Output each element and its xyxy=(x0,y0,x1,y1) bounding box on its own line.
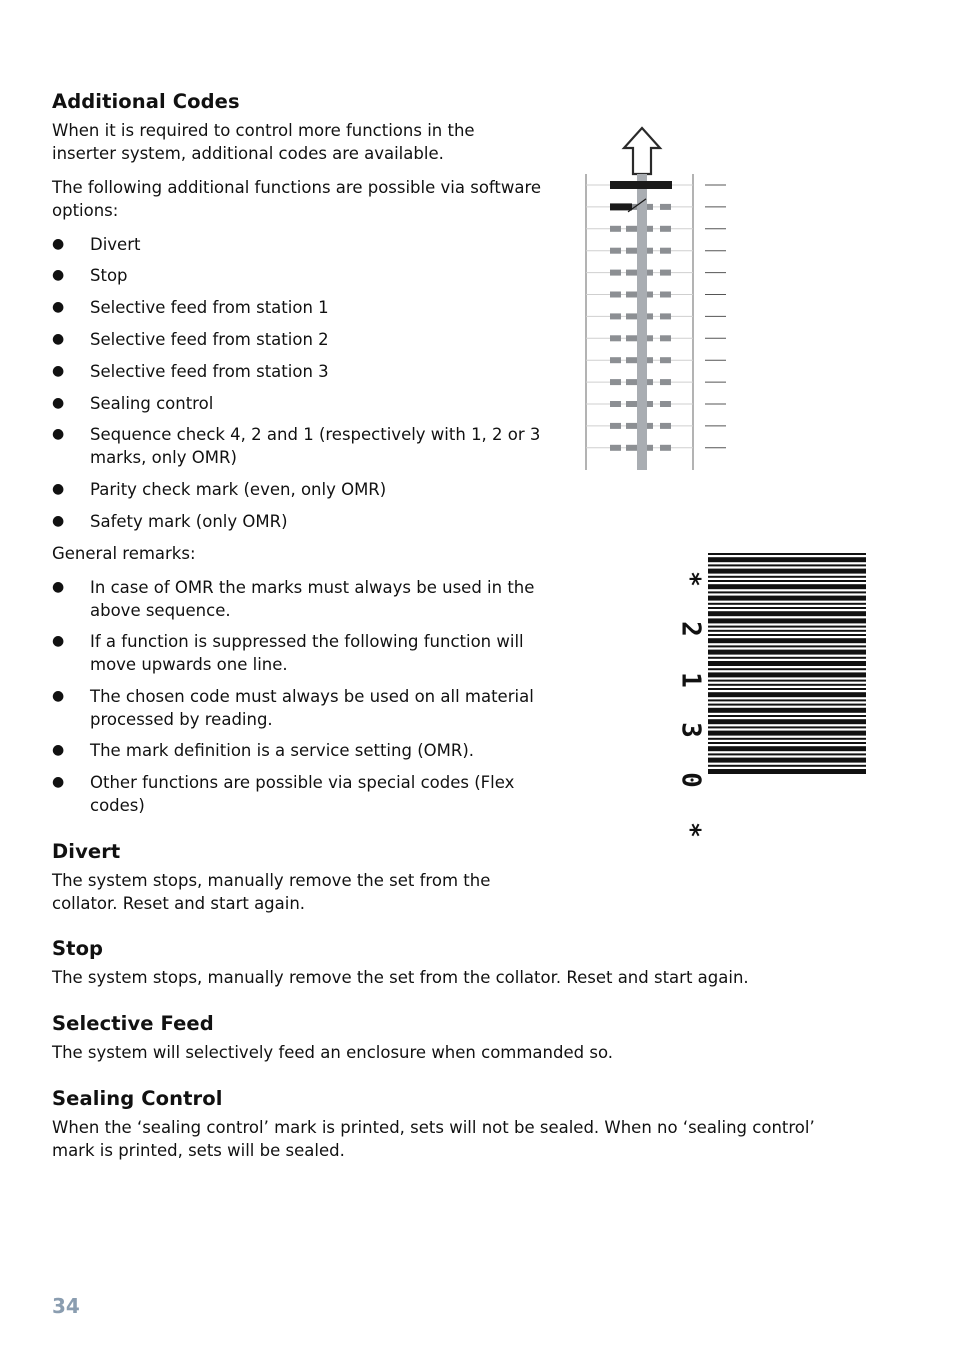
omr-dash xyxy=(626,335,637,341)
bullet-icon: ● xyxy=(52,299,65,315)
barcode-bar xyxy=(708,738,866,740)
barcode-bar xyxy=(708,731,866,736)
bullet-icon: ● xyxy=(52,426,65,442)
omr-dash xyxy=(610,445,621,451)
barcode-bar xyxy=(708,564,866,566)
omr-dash xyxy=(610,379,621,385)
barcode-bar xyxy=(708,769,866,774)
barcode-bar xyxy=(708,688,866,690)
barcode-bar xyxy=(708,719,866,724)
bullet-icon: ● xyxy=(52,236,65,252)
barcode-bar xyxy=(708,580,866,582)
omr-dash xyxy=(626,357,637,363)
bullet-icon: ● xyxy=(52,331,65,347)
barcode-bar xyxy=(708,661,866,666)
barcode-character: 2 xyxy=(675,621,706,637)
heading-sealing-control: Sealing Control xyxy=(52,1087,223,1110)
bullet-icon: ● xyxy=(52,742,65,758)
barcode-character: 3 xyxy=(675,722,706,738)
heading-additional-codes: Additional Codes xyxy=(52,90,240,113)
omr-dash xyxy=(610,292,621,298)
barcode-bar xyxy=(708,668,866,670)
omr-dash xyxy=(626,292,637,298)
bullet-icon: ● xyxy=(52,633,65,649)
omr-dash xyxy=(660,401,671,407)
heading-stop: Stop xyxy=(52,937,104,960)
heading-selective-feed: Selective Feed xyxy=(52,1012,214,1035)
barcode-bar xyxy=(708,569,866,574)
barcode-bar xyxy=(708,626,866,628)
omr-dash xyxy=(660,292,671,298)
barcode-bar xyxy=(708,645,866,647)
bullet-icon: ● xyxy=(52,774,65,790)
omr-dash xyxy=(626,445,637,451)
omr-dash xyxy=(610,423,621,429)
omr-dash xyxy=(610,357,621,363)
omr-dash xyxy=(610,270,621,276)
omr-dash xyxy=(660,423,671,429)
barcode-bar xyxy=(708,596,866,601)
omr-dash xyxy=(610,248,621,254)
barcode-bar xyxy=(708,634,866,636)
bullet-icon: ● xyxy=(52,267,65,283)
stop-body: The system stops, manually remove the set from the collator. Reset and start again. xyxy=(52,968,749,987)
omr-dash xyxy=(660,313,671,319)
bullet-icon: ● xyxy=(52,363,65,379)
page-number: 34 xyxy=(52,1294,80,1318)
barcode-bar xyxy=(708,618,866,623)
omr-dash xyxy=(610,335,621,341)
barcode-bar xyxy=(708,746,866,751)
barcode-character: * xyxy=(675,822,706,838)
barcode-bar xyxy=(708,708,866,713)
omr-dash xyxy=(626,423,637,429)
omr-dash xyxy=(660,204,671,210)
omr-dash xyxy=(660,270,671,276)
omr-dash xyxy=(626,379,637,385)
heading-divert: Divert xyxy=(52,840,121,863)
barcode-bar xyxy=(708,704,866,706)
bullet-icon: ● xyxy=(52,513,65,529)
barcode-bar xyxy=(708,657,866,659)
omr-dash xyxy=(660,445,671,451)
bullet-icon: ● xyxy=(52,688,65,704)
barcode-bar xyxy=(708,699,866,701)
barcode-bar xyxy=(708,726,866,728)
omr-dash xyxy=(660,357,671,363)
barcode-bar xyxy=(708,692,866,697)
barcode-bar xyxy=(708,765,866,767)
omr-dash xyxy=(660,335,671,341)
omr-dash xyxy=(626,226,637,232)
omr-marks-illustration xyxy=(580,122,740,477)
divert-body: The system stops, manually remove the set from the collator. Reset and start again. xyxy=(52,871,491,913)
omr-dash xyxy=(660,226,671,232)
omr-dash xyxy=(626,270,637,276)
barcode-bar xyxy=(708,680,866,682)
omr-dash xyxy=(610,401,621,407)
selective-feed-body: The system will selectively feed an enclosure when commanded so. xyxy=(52,1043,613,1062)
barcode-bar xyxy=(708,611,866,616)
arrow-up-icon xyxy=(624,128,660,174)
barcode-bar xyxy=(708,607,866,609)
barcode-illustration xyxy=(670,548,870,858)
omr-dash xyxy=(626,248,637,254)
barcode-bar xyxy=(708,553,866,555)
barcode-bar xyxy=(708,753,866,755)
barcode-bar xyxy=(708,584,866,589)
bullet-icon: ● xyxy=(52,395,65,411)
barcode-bar xyxy=(708,758,866,763)
omr-dash xyxy=(610,313,621,319)
barcode-character: 0 xyxy=(675,772,706,788)
omr-dash xyxy=(626,401,637,407)
remarks-heading: General remarks: xyxy=(52,544,196,563)
sealing-control-body: When the ‘sealing control’ mark is printed, sets will not be sealed. When no ‘sealing control’ mark is printed, sets will be sealed. xyxy=(52,1118,815,1160)
barcode-bar xyxy=(708,557,866,562)
barcode-bar xyxy=(708,650,866,655)
barcode-character: 1 xyxy=(675,672,706,688)
barcode-bar xyxy=(708,576,866,578)
omr-mark-black xyxy=(610,203,632,210)
barcode-bar xyxy=(708,591,866,593)
omr-mark-black xyxy=(610,181,672,189)
additional-codes-intro: When it is required to control more functions in the inserter system, additional codes are available. xyxy=(52,121,475,163)
barcode-bar xyxy=(708,630,866,632)
omr-dash xyxy=(610,226,621,232)
barcode-bar xyxy=(708,603,866,605)
barcode-bar xyxy=(708,742,866,744)
bullet-icon: ● xyxy=(52,481,65,497)
omr-dash xyxy=(626,313,637,319)
barcode-character: * xyxy=(675,571,706,587)
barcode-bar xyxy=(708,672,866,677)
omr-dash xyxy=(660,248,671,254)
omr-dash xyxy=(660,379,671,385)
functions-intro: The following additional functions are possible via software options: xyxy=(52,178,542,220)
barcode-bar xyxy=(708,638,866,643)
bullet-icon: ● xyxy=(52,579,65,595)
barcode-bar xyxy=(708,715,866,717)
barcode-bar xyxy=(708,684,866,686)
